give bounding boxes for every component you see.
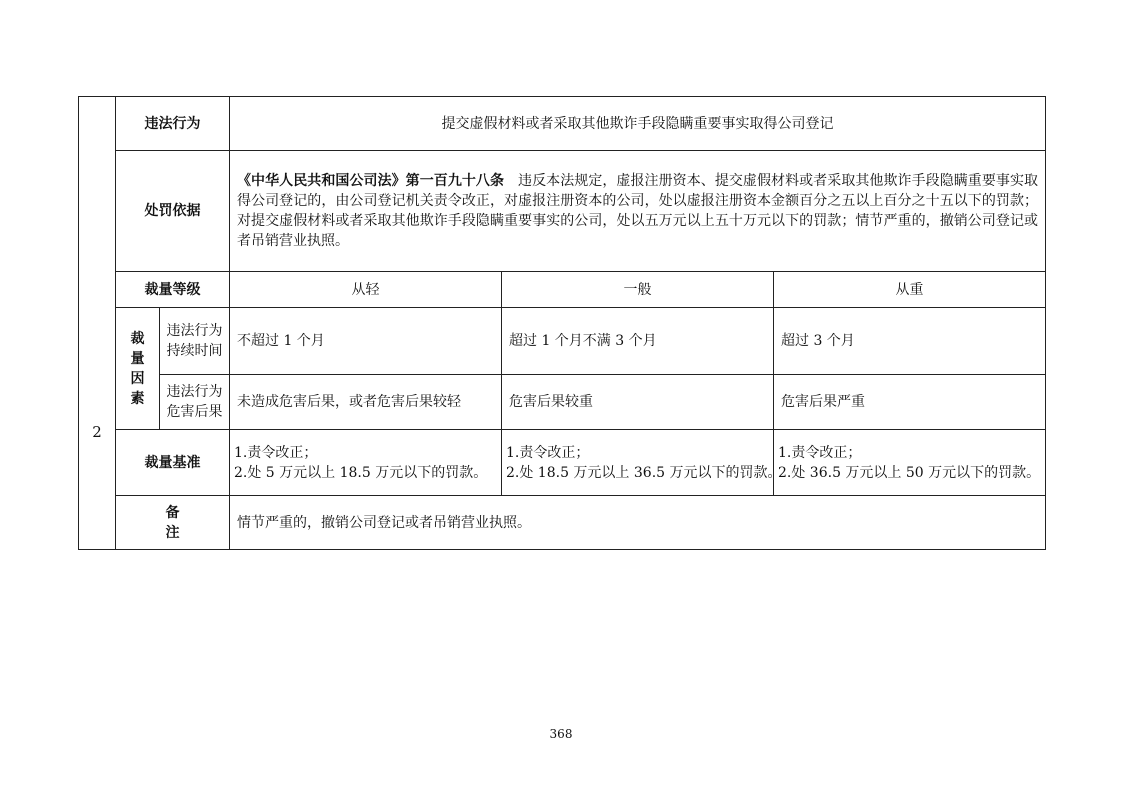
standard-line: 1.责令改正； [234,444,318,461]
page-number: 368 [549,727,573,741]
penalty-discretion-table [78,96,1046,550]
duration-label [160,308,230,375]
duration-general: 超过 1 个月不满 3 个月 [502,308,774,375]
row-number: 2 [79,97,116,550]
harm-label-line: 违法行为 [166,384,223,400]
duration-lenient: 不超过 1 个月 [230,308,502,375]
harm-general: 危害后果较重 [502,375,774,430]
discretion-level-row [79,272,1046,308]
harm-row [79,375,1046,430]
factor-label-char: 量 [130,350,145,367]
remarks-value: 情节严重的，撤销公司登记或者吊销营业执照。 [230,496,1046,550]
harm-label [160,375,230,430]
standard-general [502,430,782,496]
duration-row [79,308,1046,375]
level-severe: 从重 [774,272,1046,308]
penalty-basis-text: 违反本法规定，虚报注册资本、提交虚假材料或者采取其他欺诈手段隐瞒重要事实取得公司登记的，由公司登记机关责令改正，对虚报注册资本的公司，处以虚报注册资本金额百分之五以上百分之十五以下的罚款；对提交虚假材料或者采取其他欺诈手段隐瞒重要事实的公司，处以五万元以上五十万元以下的罚款；情节严重的，撤销公司登记或者吊销营业执照。 [237,173,1039,249]
standard-line: 2.处 18.5 万元以上 36.5 万元以下的罚款。 [506,464,782,481]
standard-line: 2.处 36.5 万元以上 50 万元以下的罚款。 [778,464,1041,481]
duration-label-line: 违法行为 [166,323,223,339]
discretion-level-label: 裁量等级 [116,272,230,308]
discretion-standard-row [79,430,1046,496]
factor-label-char: 裁 [130,330,145,347]
standard-lenient [230,430,502,496]
violation-row [79,97,1046,151]
discretion-factors-label [116,308,160,430]
discretion-standard-label: 裁量基准 [116,430,230,496]
duration-severe: 超过 3 个月 [774,308,1046,375]
harm-lenient: 未造成危害后果，或者危害后果较轻 [230,375,502,430]
penalty-basis-value [230,151,1046,272]
duration-label-line: 持续时间 [166,343,223,359]
penalty-basis-row [79,151,1046,272]
penalty-basis-label: 处罚依据 [116,151,230,272]
standard-line: 1.责令改正； [506,444,590,461]
level-general: 一般 [502,272,774,308]
remarks-label: 备注 [116,496,230,550]
harm-severe: 危害后果严重 [774,375,1046,430]
violation-label: 违法行为 [116,97,230,151]
violation-value: 提交虚假材料或者采取其他欺诈手段隐瞒重要事实取得公司登记 [230,97,1046,151]
level-lenient: 从轻 [230,272,502,308]
factor-label-char: 素 [130,390,145,407]
standard-line: 2.处 5 万元以上 18.5 万元以下的罚款。 [234,464,488,481]
law-reference: 《中华人民共和国公司法》第一百九十八条 [237,173,505,189]
harm-label-line: 危害后果 [166,404,223,420]
factor-label-char: 因 [130,370,145,387]
standard-line: 1.责令改正； [778,444,862,461]
standard-severe [774,430,1046,496]
remarks-row [79,496,1046,550]
